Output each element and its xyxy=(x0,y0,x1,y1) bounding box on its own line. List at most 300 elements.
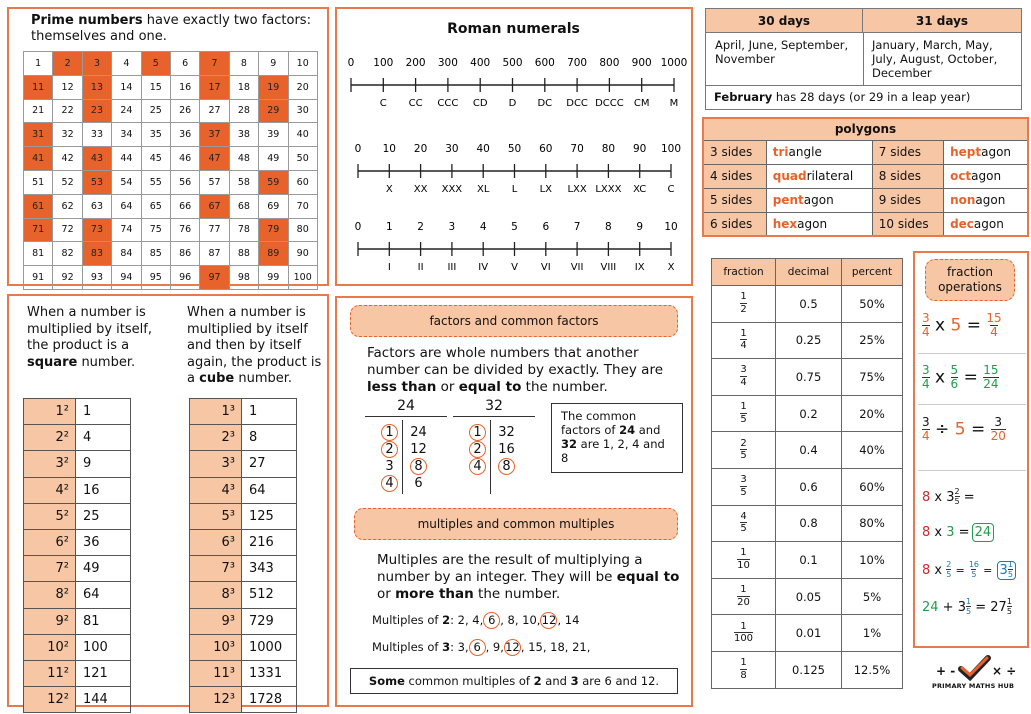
mixed-step-1 xyxy=(922,488,975,507)
fdp-row xyxy=(712,432,903,469)
equals-sign: = xyxy=(971,599,991,615)
power-expression: 11² xyxy=(24,660,76,686)
multiples-definition xyxy=(377,552,682,603)
whole-8: 8 xyxy=(922,562,931,578)
arabic-number-label: 7 xyxy=(573,221,581,233)
roman-numerals-title: Roman numerals xyxy=(447,21,580,37)
equals-sign: = xyxy=(954,525,970,540)
whole-8: 8 xyxy=(922,525,931,540)
number-cell: 48 xyxy=(229,147,258,171)
power-row xyxy=(190,451,297,477)
number-cell: 94 xyxy=(112,266,141,290)
number-cell: 33 xyxy=(82,123,111,147)
number-cell: 63 xyxy=(82,194,111,218)
number-cell: 99 xyxy=(259,266,288,290)
factor-left: 2 xyxy=(381,441,398,458)
number-cell: 35 xyxy=(141,123,170,147)
roman-numeral-label: DCCC xyxy=(595,98,624,109)
factor-left: 2 xyxy=(469,441,486,458)
fraction-3-4: $\frac{3}{4}$ xyxy=(922,415,930,444)
polygon-sides: 3 sides xyxy=(703,140,766,164)
equals-sign: = xyxy=(959,489,975,505)
arabic-number-label: 100 xyxy=(373,57,394,69)
number-cell: 45 xyxy=(141,147,170,171)
fraction-cell: $\frac{1}{2}$ xyxy=(712,286,776,323)
prime-cell: 3 xyxy=(82,52,111,76)
polygons-title: polygons xyxy=(703,118,1028,140)
number-cell: 32 xyxy=(53,123,82,147)
square-number-definition xyxy=(27,305,172,371)
multiples-equal-to: equal to xyxy=(616,569,680,585)
fraction-5-6: $\frac{5}{6}$ xyxy=(950,363,959,392)
separator xyxy=(918,353,1026,354)
number-cell: 6 xyxy=(170,52,199,76)
prime-cell: 59 xyxy=(259,170,288,194)
arabic-number-label: 0 xyxy=(354,143,362,155)
mixed-step-2 xyxy=(922,525,994,540)
power-row xyxy=(24,582,131,608)
power-expression: 8³ xyxy=(190,582,242,608)
boxed-result-24: 24 xyxy=(972,523,995,542)
prime-cell: 37 xyxy=(200,123,229,147)
power-value: 1000 xyxy=(242,634,297,660)
roman-numerals-panel xyxy=(335,7,693,286)
arabic-number-label: 1000 xyxy=(660,57,688,69)
common-factors-24: 24 xyxy=(619,423,636,437)
february-days: has 28 days (or 29 in a leap year) xyxy=(772,90,971,104)
number-cell: 90 xyxy=(288,242,317,266)
polygon-name: decagon xyxy=(944,212,1028,236)
number-cell: 77 xyxy=(200,218,229,242)
arabic-number-label: 60 xyxy=(539,143,553,155)
multiples-of-2-a: 2, 4, xyxy=(457,613,484,627)
number-cell: 69 xyxy=(259,194,288,218)
decimal-cell: 0.5 xyxy=(776,286,842,323)
header-31-days: 31 days xyxy=(863,9,1021,33)
power-value: 343 xyxy=(242,556,297,582)
multiples-text-b: the number. xyxy=(473,586,561,602)
factor-left: 1 xyxy=(469,424,486,441)
days-in-months-box xyxy=(705,8,1022,110)
number-cell: 15 xyxy=(141,75,170,99)
fraction-operations-heading: fraction operations xyxy=(925,259,1015,301)
equals-sign: = xyxy=(966,315,981,336)
multiples-of-2-label: Multiples of xyxy=(372,613,443,627)
divide-sign: ÷ xyxy=(935,419,950,440)
number-cell: 9 xyxy=(259,52,288,76)
arabic-number-label: 20 xyxy=(413,143,428,155)
power-expression: 8² xyxy=(24,582,76,608)
number-cell: 55 xyxy=(141,170,170,194)
times-sign: x xyxy=(935,315,946,336)
number-cell: 60 xyxy=(288,170,317,194)
fraction-1-5: $\frac{1}{5}$ xyxy=(1006,597,1012,617)
polygon-name: pentagon xyxy=(766,188,872,212)
factors-equal-to: equal to xyxy=(458,379,522,395)
number-cell: 87 xyxy=(200,242,229,266)
prime-cell: 89 xyxy=(259,242,288,266)
number-cell: 85 xyxy=(141,242,170,266)
arabic-number-label: 40 xyxy=(476,143,490,155)
roman-numeral-label: CD xyxy=(472,98,488,109)
power-value: 1 xyxy=(242,399,297,425)
number-cell: 68 xyxy=(229,194,258,218)
multiple-circle: 6 xyxy=(469,639,486,656)
power-row xyxy=(190,556,297,582)
power-expression: 4³ xyxy=(190,477,242,503)
percent-cell: 5% xyxy=(842,578,903,615)
polygon-row xyxy=(703,140,1028,164)
number-cell: 95 xyxy=(141,266,170,290)
power-expression: 2³ xyxy=(190,425,242,451)
power-value: 49 xyxy=(76,556,131,582)
roman-numeral-label: II xyxy=(417,262,424,273)
prime-cell: 71 xyxy=(24,218,53,242)
prime-numbers-definition: have exactly two factors: themselves and one. xyxy=(31,13,311,44)
roman-numeral-label: C xyxy=(379,98,387,109)
power-value: 1 xyxy=(76,399,131,425)
power-value: 81 xyxy=(76,608,131,634)
square-text-a: When a number is multiplied by itself, the product is a xyxy=(27,305,152,353)
number-cell: 80 xyxy=(288,218,317,242)
arabic-number-label: 30 xyxy=(445,143,459,155)
arabic-number-label: 600 xyxy=(534,57,555,69)
power-row xyxy=(24,503,131,529)
percent-cell: 1% xyxy=(842,615,903,652)
power-expression: 2² xyxy=(24,425,76,451)
multiple-circle: 12 xyxy=(505,640,520,654)
factor-right: 8 xyxy=(498,458,515,475)
multiples-of-3-c: , 15, 18, 21, xyxy=(520,640,591,654)
number-cell: 10 xyxy=(288,52,317,76)
separator xyxy=(918,470,1026,471)
polygon-sides: 10 sides xyxy=(872,212,943,236)
power-row xyxy=(190,529,297,555)
whole-3: 3 xyxy=(946,489,955,505)
power-expression: 10² xyxy=(24,634,76,660)
arabic-number-label: 50 xyxy=(507,143,522,155)
number-cell: 91 xyxy=(24,266,53,290)
decimal-cell: 0.05 xyxy=(776,578,842,615)
logo-times-divide-icon: × ÷ xyxy=(992,664,1017,678)
power-row xyxy=(24,660,131,686)
whole-3: 3 xyxy=(957,599,966,615)
arabic-number-label: 90 xyxy=(633,143,647,155)
arabic-number-label: 100 xyxy=(660,143,682,155)
multiples-or: or xyxy=(377,586,396,602)
percent-cell: 75% xyxy=(842,359,903,396)
number-cell: 44 xyxy=(112,147,141,171)
number-cell: 27 xyxy=(200,99,229,123)
common-factors-text-b: are 1, 2, 4 and 8 xyxy=(561,437,665,465)
multiples-heading: multiples and common multiples xyxy=(354,508,678,540)
factor-left: 4 xyxy=(469,458,486,475)
whole-number: 5 xyxy=(950,315,962,336)
cube-keyword: cube xyxy=(199,371,235,386)
number-cell: 25 xyxy=(141,99,170,123)
result-fraction: $\frac{15}{24}$ xyxy=(983,363,999,392)
factors-less-than: less than xyxy=(367,379,437,395)
roman-numeral-label: III xyxy=(447,262,457,273)
factors-text-b: the number. xyxy=(521,379,608,395)
factors-definition xyxy=(367,345,667,396)
polygon-sides: 9 sides xyxy=(872,188,943,212)
number-cell: 1 xyxy=(24,52,53,76)
multiples-of-2-c: , 14 xyxy=(557,613,580,627)
number-cell: 98 xyxy=(229,266,258,290)
polygon-row xyxy=(703,188,1028,212)
factors-multiples-panel xyxy=(335,296,693,707)
arabic-number-label: 2 xyxy=(417,221,424,233)
arabic-number-label: 8 xyxy=(605,221,612,233)
roman-numeral-number-lines xyxy=(337,9,690,283)
fraction-1-5: $\frac{1}{5}$ xyxy=(966,597,972,617)
power-value: 64 xyxy=(242,477,297,503)
fraction-2-5: $\frac{2}{5}$ xyxy=(946,560,952,580)
arabic-number-label: 300 xyxy=(437,57,458,69)
power-expression: 1² xyxy=(24,399,76,425)
factor-left: 1 xyxy=(381,424,398,441)
prime-cell: 19 xyxy=(259,75,288,99)
multiple-circle: 6 xyxy=(483,612,500,629)
power-value: 144 xyxy=(76,687,131,713)
fraction-3-4: $\frac{3}{4}$ xyxy=(922,311,930,340)
power-row xyxy=(24,451,131,477)
number-cell: 64 xyxy=(112,194,141,218)
number-cell: 57 xyxy=(200,170,229,194)
polygon-name: quadrilateral xyxy=(766,164,872,188)
roman-numeral-label: D xyxy=(508,98,517,109)
power-row xyxy=(190,425,297,451)
arabic-number-label: 200 xyxy=(405,57,426,69)
fdp-header: percent xyxy=(842,259,903,286)
polygon-sides: 8 sides xyxy=(872,164,943,188)
power-expression: 6² xyxy=(24,529,76,555)
number-cell: 100 xyxy=(288,266,317,290)
roman-numeral-label: IX xyxy=(634,262,645,273)
february-label: February xyxy=(714,90,773,104)
power-expression: 9² xyxy=(24,608,76,634)
arabic-number-label: 0 xyxy=(354,221,362,233)
multiples-of-3-b: , 9, xyxy=(485,640,504,654)
power-expression: 4² xyxy=(24,477,76,503)
power-row xyxy=(24,477,131,503)
percent-cell: 25% xyxy=(842,322,903,359)
number-cell: 86 xyxy=(170,242,199,266)
times-sign: x xyxy=(930,525,947,540)
equals-sign: = xyxy=(955,563,965,577)
number-cell: 75 xyxy=(141,218,170,242)
decimal-cell: 0.75 xyxy=(776,359,842,396)
multiples-of-2-number: 2 xyxy=(442,613,451,627)
common-multiples-some: Some xyxy=(368,674,405,688)
polygon-name: triangle xyxy=(766,140,872,164)
factor-right: 6 xyxy=(414,476,423,491)
decimal-cell: 0.25 xyxy=(776,322,842,359)
number-cell: 39 xyxy=(259,123,288,147)
result-fraction: $\frac{15}{4}$ xyxy=(986,311,1002,340)
number-cell: 92 xyxy=(53,266,82,290)
arabic-number-label: 80 xyxy=(601,143,616,155)
boxed-result-mixed: 3 $\frac{1}{5}$ xyxy=(997,561,1016,580)
arabic-number-label: 9 xyxy=(636,221,644,233)
cube-number-definition xyxy=(187,305,327,388)
cube-text-a: When a number is multiplied by itself and then by itself again, the product is a xyxy=(187,305,322,386)
roman-numeral-label: XL xyxy=(476,184,490,195)
prime-cell: 41 xyxy=(24,147,53,171)
common-multiples-2: 2 xyxy=(533,674,542,688)
power-row xyxy=(190,634,297,660)
power-row xyxy=(190,687,297,713)
cube-text-b: number. xyxy=(234,371,293,386)
roman-numeral-label: LX xyxy=(539,184,553,195)
power-value: 216 xyxy=(242,529,297,555)
percent-cell: 80% xyxy=(842,505,903,542)
number-cell: 34 xyxy=(112,123,141,147)
factor-right: 24 xyxy=(410,425,427,440)
factor-pairs-32 xyxy=(453,398,535,498)
power-value: 9 xyxy=(76,451,131,477)
multiples-of-3-label: Multiples of xyxy=(372,640,443,654)
prime-cell: 73 xyxy=(82,218,111,242)
number-cell: 82 xyxy=(53,242,82,266)
power-row xyxy=(190,660,297,686)
power-row xyxy=(190,477,297,503)
logo-text: PRIMARY MATHS HUB xyxy=(932,682,1015,690)
polygon-name: nonagon xyxy=(944,188,1028,212)
roman-numeral-label: DC xyxy=(537,98,553,109)
times-sign: x xyxy=(930,562,947,578)
polygon-name: hexagon xyxy=(766,212,872,236)
arabic-number-label: 900 xyxy=(631,57,652,69)
power-row xyxy=(24,529,131,555)
power-row xyxy=(190,503,297,529)
fdp-row xyxy=(712,578,903,615)
number-cell: 42 xyxy=(53,147,82,171)
prime-numbers-description xyxy=(31,13,311,45)
months-with-30-days: April, June, September, November xyxy=(715,38,849,66)
number-cell: 81 xyxy=(24,242,53,266)
decimal-cell: 0.2 xyxy=(776,395,842,432)
fraction-cell: $\frac{1}{4}$ xyxy=(712,322,776,359)
fraction-cell: $\frac{1}{10}$ xyxy=(712,542,776,579)
number-cell: 36 xyxy=(170,123,199,147)
number-cell: 65 xyxy=(141,194,170,218)
power-value: 121 xyxy=(76,660,131,686)
power-expression: 12² xyxy=(24,687,76,713)
number-cell: 4 xyxy=(112,52,141,76)
prime-numbers-panel xyxy=(7,7,329,286)
prime-cell: 43 xyxy=(82,147,111,171)
power-expression: 1³ xyxy=(190,399,242,425)
prime-cell: 13 xyxy=(82,75,111,99)
multiples-of-3: Multiples of 3: 3, 6 , 9,12, 15, 18, 21, xyxy=(372,640,591,654)
fraction-decimal-percent-table xyxy=(711,258,903,689)
common-multiples-and: and xyxy=(541,674,571,688)
power-expression: 12³ xyxy=(190,687,242,713)
fraction-cell: $\frac{2}{5}$ xyxy=(712,432,776,469)
decimal-cell: 0.125 xyxy=(776,651,842,688)
factors-or: or xyxy=(436,379,459,395)
fdp-row xyxy=(712,651,903,688)
percent-cell: 40% xyxy=(842,432,903,469)
fdp-row xyxy=(712,286,903,323)
prime-cell: 17 xyxy=(200,75,229,99)
percent-cell: 60% xyxy=(842,468,903,505)
factor-right: 16 xyxy=(498,442,515,457)
power-expression: 11³ xyxy=(190,660,242,686)
arabic-number-label: 400 xyxy=(470,57,491,69)
primary-maths-hub-logo xyxy=(930,655,1026,695)
roman-numeral-label: L xyxy=(511,184,518,195)
prime-cell: 67 xyxy=(200,194,229,218)
times-sign: x xyxy=(935,367,946,388)
common-multiples-text-b: are 6 and 12. xyxy=(578,674,660,688)
roman-numeral-label: LXXX xyxy=(595,184,622,195)
february-row xyxy=(706,85,1021,109)
roman-numeral-label: CC xyxy=(408,98,423,109)
arabic-number-label: 0 xyxy=(347,57,355,69)
prime-cell: 29 xyxy=(259,99,288,123)
number-cell: 72 xyxy=(53,218,82,242)
prime-cell: 47 xyxy=(200,147,229,171)
arabic-number-label: 500 xyxy=(502,57,523,69)
roman-numeral-label: C xyxy=(667,184,675,195)
power-row xyxy=(190,608,297,634)
number-cell: 21 xyxy=(24,99,53,123)
number-cell: 96 xyxy=(170,266,199,290)
roman-numeral-label: XX xyxy=(413,184,428,195)
number-cell: 66 xyxy=(170,194,199,218)
arabic-number-label: 5 xyxy=(511,221,518,233)
percent-cell: 20% xyxy=(842,395,903,432)
polygon-row xyxy=(703,212,1028,236)
fdp-row xyxy=(712,542,903,579)
power-expression: 3³ xyxy=(190,451,242,477)
arabic-number-label: 1 xyxy=(385,221,393,233)
arabic-number-label: 700 xyxy=(567,57,588,69)
number-cell: 14 xyxy=(112,75,141,99)
power-value: 27 xyxy=(242,451,297,477)
power-row xyxy=(24,556,131,582)
plus-sign: + xyxy=(938,599,958,615)
decimal-cell: 0.8 xyxy=(776,505,842,542)
decimal-cell: 0.6 xyxy=(776,468,842,505)
number-cell: 93 xyxy=(82,266,111,290)
power-value: 100 xyxy=(76,634,131,660)
percent-cell: 50% xyxy=(842,286,903,323)
number-cell: 30 xyxy=(288,99,317,123)
number-cell: 56 xyxy=(170,170,199,194)
fdp-row xyxy=(712,505,903,542)
roman-numeral-label: XC xyxy=(633,184,647,195)
header-30-days: 30 days xyxy=(706,9,863,33)
square-cube-panel xyxy=(7,294,329,707)
roman-numeral-label: XXX xyxy=(441,184,463,195)
prime-cell: 61 xyxy=(24,194,53,218)
fraction-16-5: $\frac{16}{5}$ xyxy=(968,560,980,580)
whole-number: 5 xyxy=(954,419,966,440)
fraction-cell: $\frac{1}{5}$ xyxy=(712,395,776,432)
power-expression: 6³ xyxy=(190,529,242,555)
factor-right: 12 xyxy=(410,442,427,457)
fdp-header: fraction xyxy=(712,259,776,286)
common-factors-text-a: The common factors of xyxy=(561,409,637,437)
square-text-b: number. xyxy=(77,354,136,370)
power-value: 25 xyxy=(76,503,131,529)
power-value: 64 xyxy=(76,582,131,608)
number-cell: 58 xyxy=(229,170,258,194)
